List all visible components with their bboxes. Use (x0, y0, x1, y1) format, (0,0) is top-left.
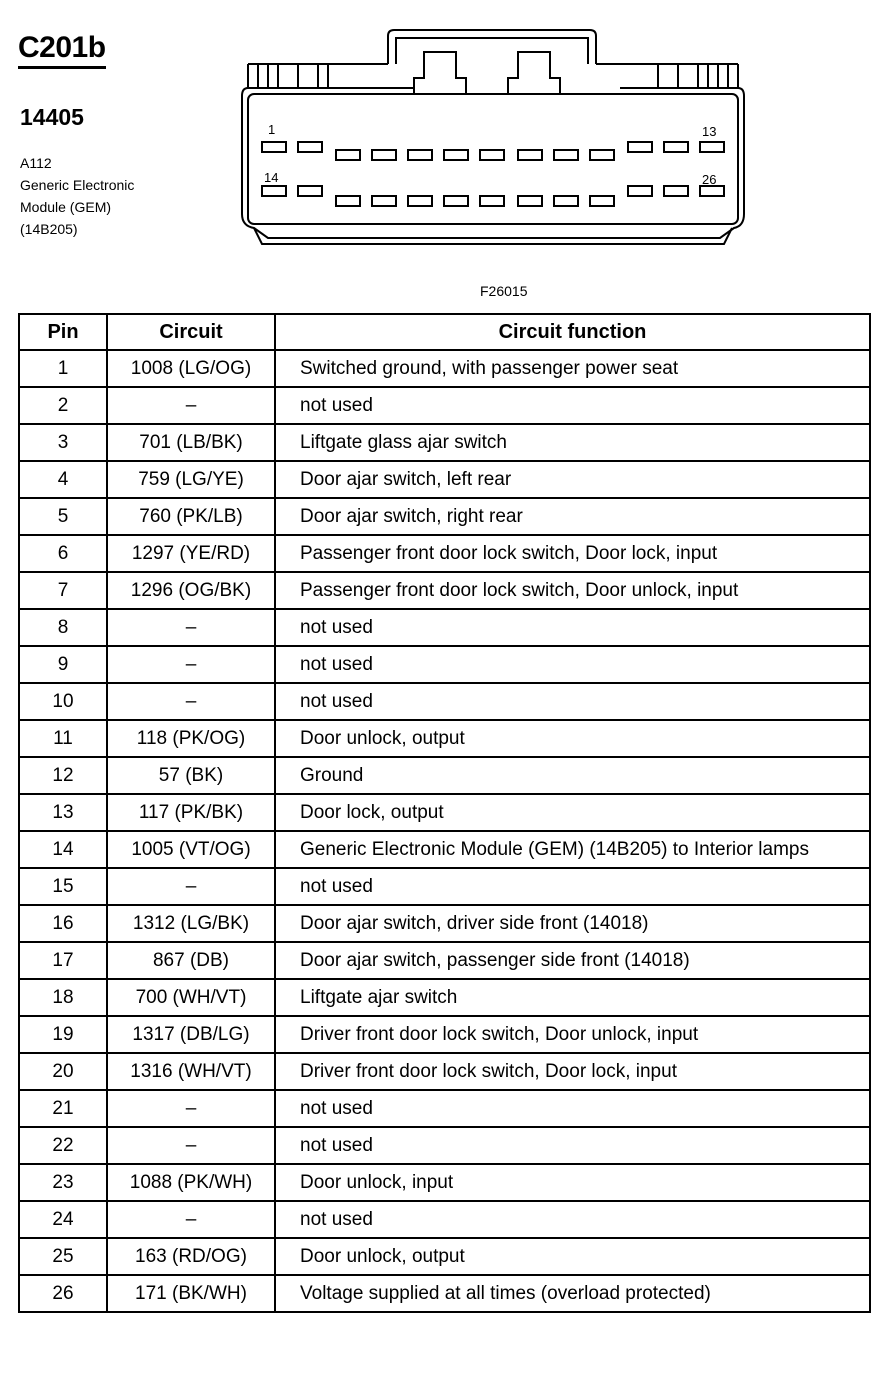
table-row (19, 1238, 870, 1275)
function-cell: not used (275, 1090, 870, 1127)
circuit-cell: – (107, 683, 275, 720)
circuit-cell: 1088 (PK/WH) (107, 1164, 275, 1201)
pin-cell: 21 (19, 1090, 107, 1127)
part-number: 14405 (20, 104, 84, 130)
table-row (19, 572, 870, 609)
function-cell: Door unlock, input (275, 1164, 870, 1201)
circuit-cell: 867 (DB) (107, 942, 275, 979)
table-row (19, 979, 870, 1016)
table-row (19, 1090, 870, 1127)
column-header-function: Circuit function (275, 314, 870, 350)
column-header-circuit: Circuit (107, 314, 275, 350)
description-line: Module (GEM) (20, 199, 112, 215)
module-description (20, 152, 134, 240)
pin-cell: 10 (19, 683, 107, 720)
pinout-table (18, 313, 871, 1313)
table-row (19, 720, 870, 757)
table-row (19, 424, 870, 461)
table-row (19, 794, 870, 831)
circuit-cell: 117 (PK/BK) (107, 794, 275, 831)
circuit-cell: 700 (WH/VT) (107, 979, 275, 1016)
function-cell: not used (275, 1201, 870, 1238)
table-row (19, 757, 870, 794)
pin-cell: 23 (19, 1164, 107, 1201)
pin-cell: 2 (19, 387, 107, 424)
function-cell: Door ajar switch, right rear (275, 498, 870, 535)
table-row (19, 609, 870, 646)
description-line: Generic Electronic (20, 177, 135, 193)
function-cell: Door ajar switch, driver side front (14018) (275, 905, 870, 942)
pin-cell: 25 (19, 1238, 107, 1275)
connector-face-diagram (238, 28, 750, 254)
function-cell: Passenger front door lock switch, Door unlock, input (275, 572, 870, 609)
circuit-cell: – (107, 868, 275, 905)
circuit-cell: 57 (BK) (107, 757, 275, 794)
table-row (19, 905, 870, 942)
function-cell: not used (275, 646, 870, 683)
function-cell: not used (275, 609, 870, 646)
connector-latch (388, 30, 596, 64)
function-cell: Voltage supplied at all times (overload protected) (275, 1275, 870, 1312)
circuit-cell: – (107, 609, 275, 646)
circuit-cell: – (107, 1201, 275, 1238)
pin-cell: 5 (19, 498, 107, 535)
function-cell: Driver front door lock switch, Door lock, input (275, 1053, 870, 1090)
function-cell: not used (275, 387, 870, 424)
function-cell: Generic Electronic Module (GEM) (14B205) to Interior lamps (275, 831, 870, 868)
function-cell: not used (275, 683, 870, 720)
circuit-cell: 171 (BK/WH) (107, 1275, 275, 1312)
circuit-cell: 1008 (LG/OG) (107, 350, 275, 387)
pin-cell: 20 (19, 1053, 107, 1090)
column-header-pin: Pin (19, 314, 107, 350)
circuit-cell: 1316 (WH/VT) (107, 1053, 275, 1090)
pin-cell: 11 (19, 720, 107, 757)
pin-cell: 13 (19, 794, 107, 831)
description-line: A112 (20, 155, 52, 171)
function-cell: Door ajar switch, left rear (275, 461, 870, 498)
circuit-cell: 701 (LB/BK) (107, 424, 275, 461)
table-row (19, 1201, 870, 1238)
function-cell: Door ajar switch, passenger side front (14018) (275, 942, 870, 979)
circuit-cell: 1317 (DB/LG) (107, 1016, 275, 1053)
circuit-cell: – (107, 1127, 275, 1164)
table-row (19, 1053, 870, 1090)
connector-shell (242, 88, 744, 238)
circuit-cell: 759 (LG/YE) (107, 461, 275, 498)
table-row (19, 683, 870, 720)
circuit-cell: 760 (PK/LB) (107, 498, 275, 535)
circuit-cell: 1296 (OG/BK) (107, 572, 275, 609)
pin-cell: 12 (19, 757, 107, 794)
pin-label-14: 14 (264, 170, 279, 185)
pin-cell: 24 (19, 1201, 107, 1238)
circuit-cell: 1297 (YE/RD) (107, 535, 275, 572)
table-row (19, 942, 870, 979)
table-row (19, 868, 870, 905)
pin-cell: 6 (19, 535, 107, 572)
table-row (19, 831, 870, 868)
figure-code: F26015 (480, 283, 528, 299)
table-row (19, 387, 870, 424)
connector-title: C201b (18, 30, 106, 69)
table-row (19, 1164, 870, 1201)
circuit-cell: 118 (PK/OG) (107, 720, 275, 757)
table-row (19, 1127, 870, 1164)
pin-cell: 19 (19, 1016, 107, 1053)
pin-label-1: 1 (268, 122, 276, 137)
pin-cell: 8 (19, 609, 107, 646)
pin-cell: 15 (19, 868, 107, 905)
pin-cell: 3 (19, 424, 107, 461)
function-cell: Switched ground, with passenger power seat (275, 350, 870, 387)
function-cell: Ground (275, 757, 870, 794)
function-cell: Liftgate glass ajar switch (275, 424, 870, 461)
description-line: (14B205) (20, 221, 78, 237)
circuit-cell: 1005 (VT/OG) (107, 831, 275, 868)
function-cell: not used (275, 1127, 870, 1164)
function-cell: Door unlock, output (275, 1238, 870, 1275)
pin-label-26: 26 (702, 172, 717, 187)
table-row (19, 350, 870, 387)
table-row (19, 498, 870, 535)
function-cell: Liftgate ajar switch (275, 979, 870, 1016)
pin-cell: 16 (19, 905, 107, 942)
pin-cell: 26 (19, 1275, 107, 1312)
pin-cell: 4 (19, 461, 107, 498)
circuit-cell: – (107, 1090, 275, 1127)
circuit-cell: – (107, 646, 275, 683)
pin-cell: 1 (19, 350, 107, 387)
pin-label-13: 13 (702, 124, 717, 139)
table-row (19, 461, 870, 498)
table-header-row (19, 314, 870, 350)
circuit-cell: 163 (RD/OG) (107, 1238, 275, 1275)
function-cell: Door unlock, output (275, 720, 870, 757)
table-row (19, 646, 870, 683)
function-cell: not used (275, 868, 870, 905)
pin-cell: 17 (19, 942, 107, 979)
pin-cell: 9 (19, 646, 107, 683)
pin-cell: 14 (19, 831, 107, 868)
function-cell: Passenger front door lock switch, Door lock, input (275, 535, 870, 572)
pin-cell: 22 (19, 1127, 107, 1164)
pin-cell: 18 (19, 979, 107, 1016)
circuit-cell: 1312 (LG/BK) (107, 905, 275, 942)
pin-cell: 7 (19, 572, 107, 609)
table-row (19, 1275, 870, 1312)
function-cell: Door lock, output (275, 794, 870, 831)
table-row (19, 1016, 870, 1053)
table-row (19, 535, 870, 572)
function-cell: Driver front door lock switch, Door unlock, input (275, 1016, 870, 1053)
circuit-cell: – (107, 387, 275, 424)
